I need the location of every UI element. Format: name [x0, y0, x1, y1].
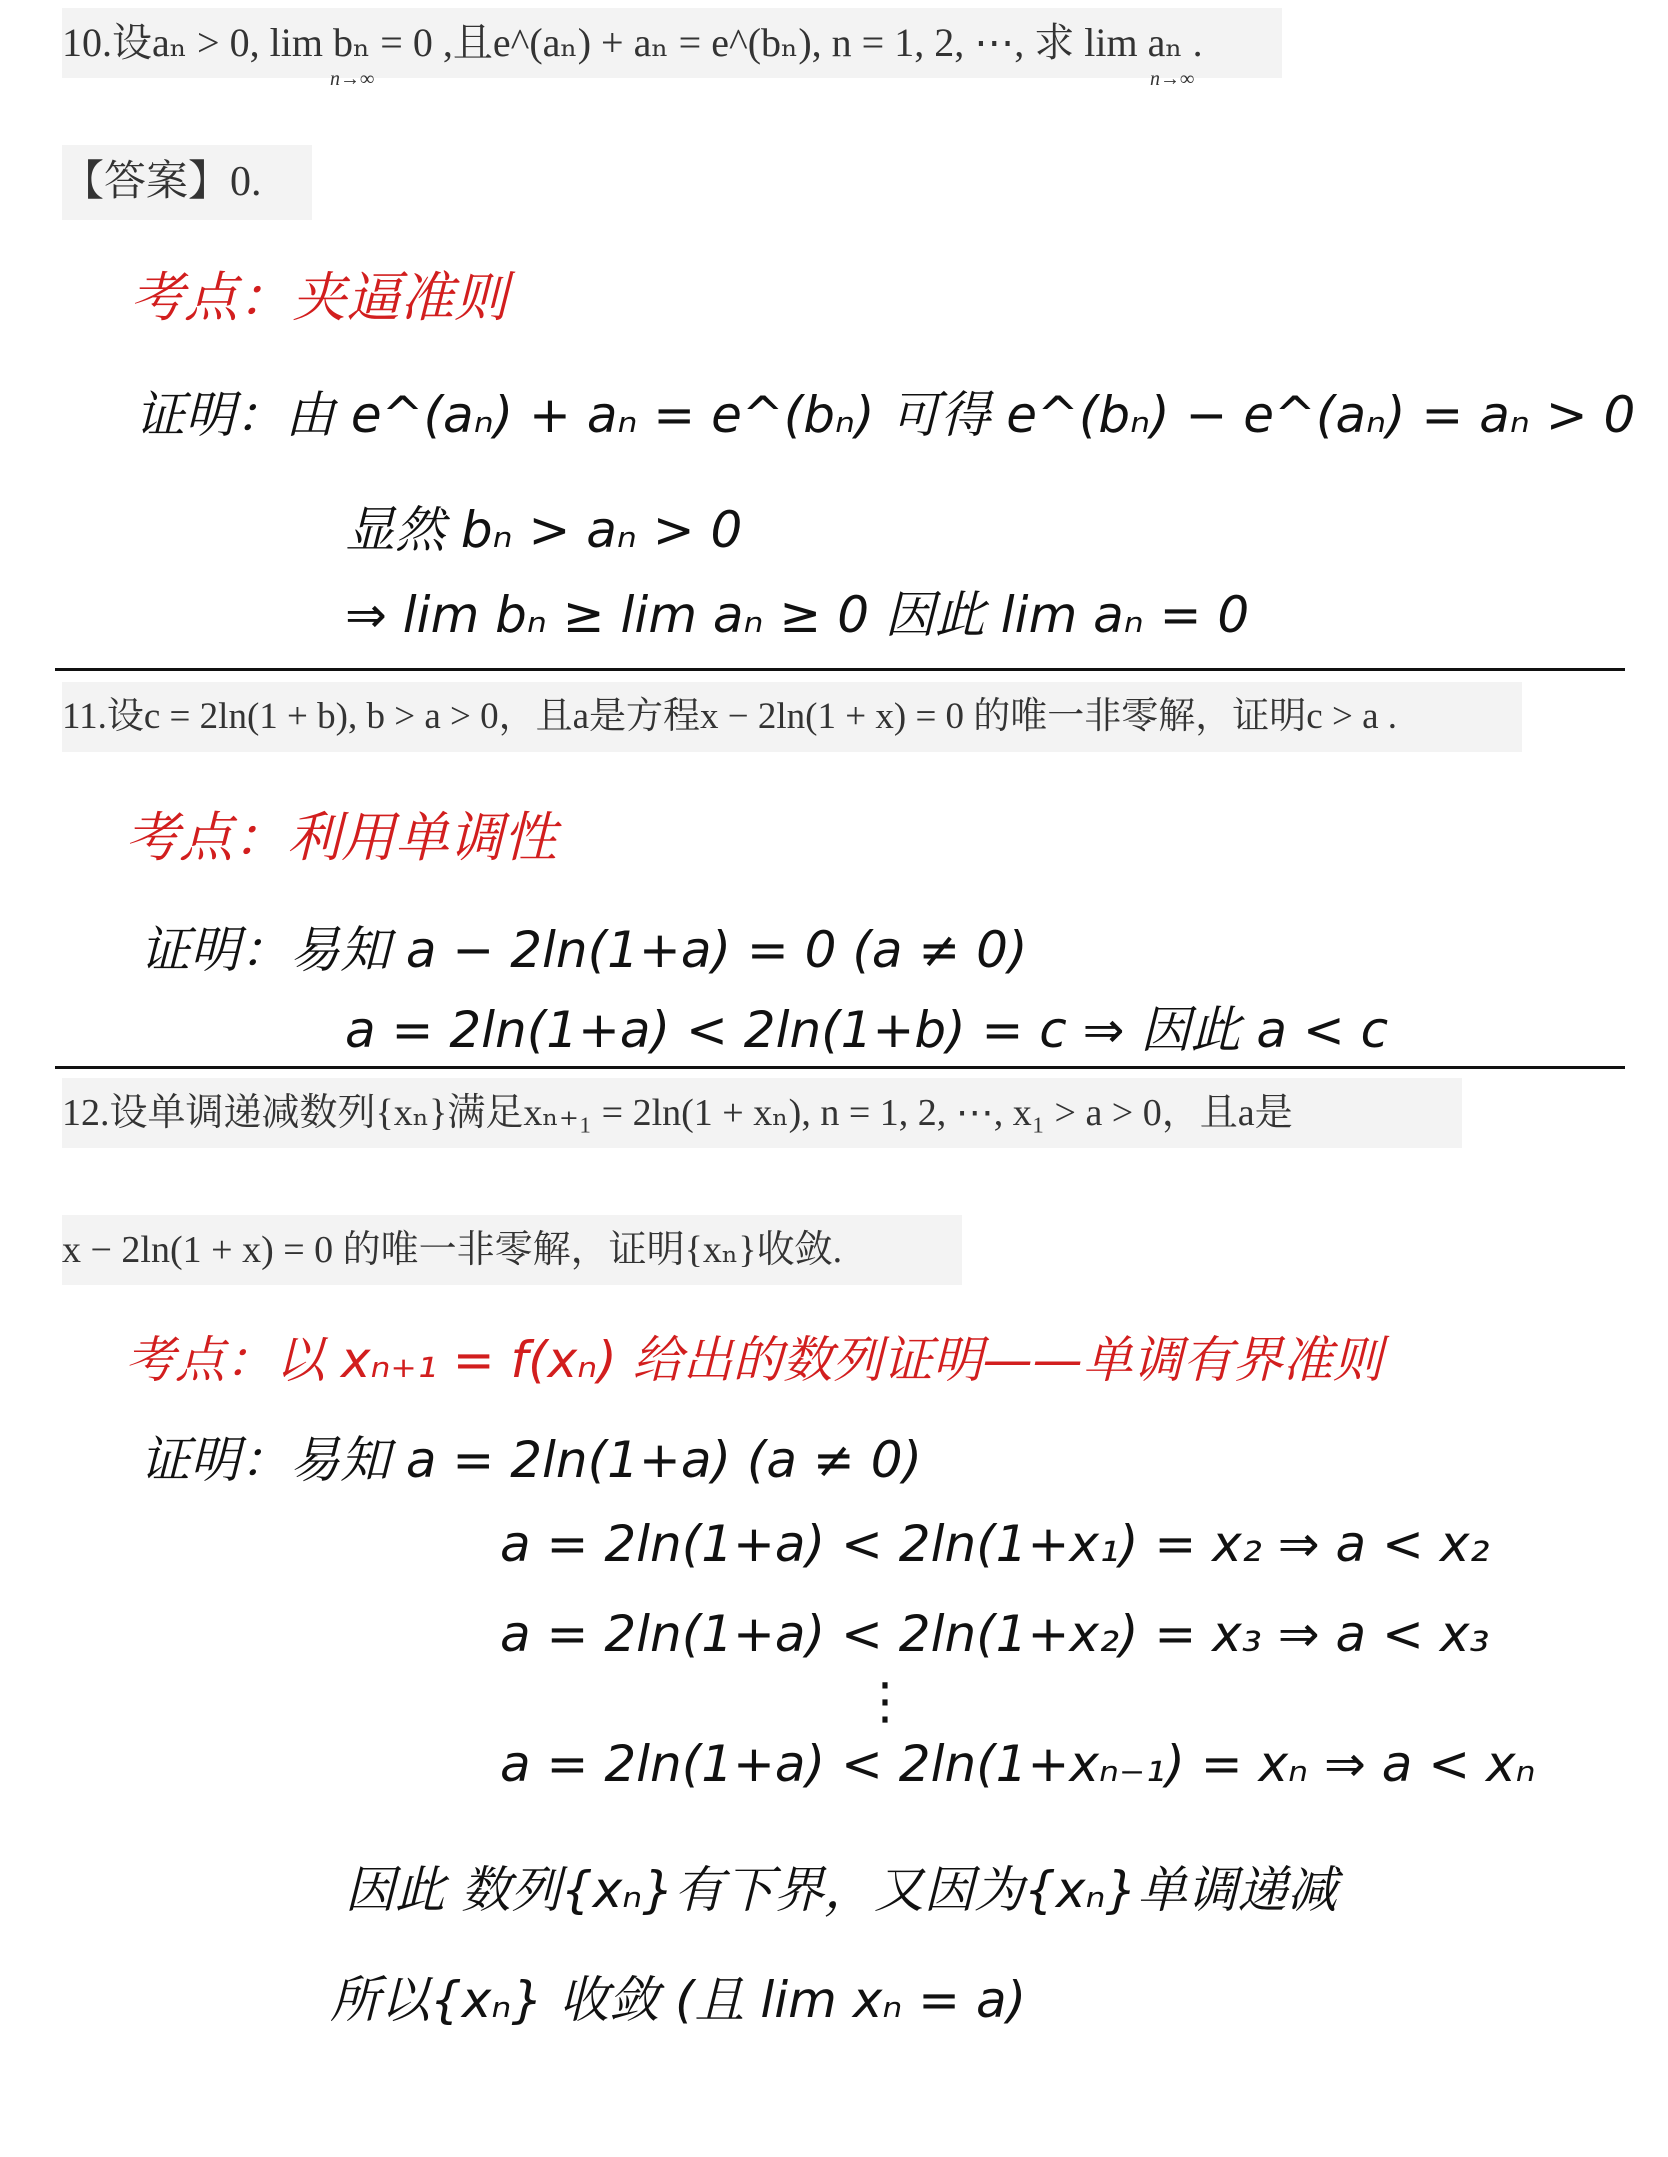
problem12-conclusion1: 因此 数列{xₙ}有下界，又因为{xₙ}单调递减 [345, 1861, 1338, 1919]
problem11-statement: 11.设c = 2ln(1 + b), b > a > 0，且a是方程x − 2ln(1 + x) = 0 的唯一非零解，证明c > a . [62, 682, 1522, 752]
problem12-conclusion2: 所以{xₙ} 收敛 (且 lim xₙ = a) [330, 1971, 1027, 2029]
problem10-proof-line2: 显然 bₙ > aₙ > 0 [345, 501, 743, 559]
problem12-statement-line2: x − 2ln(1 + x) = 0 的唯一非零解，证明{xₙ}收敛. [62, 1215, 962, 1285]
section-divider-1 [55, 668, 1625, 671]
problem10-proof-line1: 证明：由 e^(aₙ) + aₙ = e^(bₙ) 可得 e^(bₙ) − e^(aₙ) = aₙ > 0 [135, 386, 1636, 444]
limit-subscript-2: n→∞ [1150, 68, 1195, 90]
problem10-proof-line3: ⇒ lim bₙ ≥ lim aₙ ≥ 0 因此 lim aₙ = 0 [345, 586, 1250, 644]
problem10-answer: 【答案】0. [62, 145, 312, 220]
problem11-proof-line2: a = 2ln(1+a) < 2ln(1+b) = c ⇒ 因此 a < c [345, 1001, 1389, 1059]
problem12-statement-line1: 12.设单调递减数列{xₙ}满足xₙ₊₁ = 2ln(1 + xₙ), n = 1, 2, ⋯, x₁ > a > 0，且a是 [62, 1078, 1462, 1148]
problem12-topic: 考点：以 xₙ₊₁ = f(xₙ) 给出的数列证明——单调有界准则 [125, 1331, 1383, 1389]
problem12-proof-dots: ⋮ [860, 1672, 910, 1730]
problem12-proof-line4: a = 2ln(1+a) < 2ln(1+xₙ₋₁) = xₙ ⇒ a < xₙ [500, 1735, 1536, 1793]
problem11-proof-line1: 证明：易知 a − 2ln(1+a) = 0 (a ≠ 0) [140, 921, 1028, 979]
problem12-proof-line1: 证明：易知 a = 2ln(1+a) (a ≠ 0) [140, 1431, 923, 1489]
problem11-topic: 考点：利用单调性 [125, 806, 557, 869]
problem10-topic: 考点：夹逼准则 [130, 266, 508, 329]
problem12-proof-line2: a = 2ln(1+a) < 2ln(1+x₁) = x₂ ⇒ a < x₂ [500, 1515, 1490, 1573]
problem10-statement: 10.设aₙ > 0, lim bₙ = 0 ,且e^(aₙ) + aₙ = e^(bₙ), n = 1, 2, ⋯, 求 lim aₙ . [62, 8, 1282, 78]
limit-subscript-1: n→∞ [330, 68, 375, 90]
problem12-proof-line3: a = 2ln(1+a) < 2ln(1+x₂) = x₃ ⇒ a < x₃ [500, 1605, 1490, 1663]
section-divider-2 [55, 1066, 1625, 1069]
